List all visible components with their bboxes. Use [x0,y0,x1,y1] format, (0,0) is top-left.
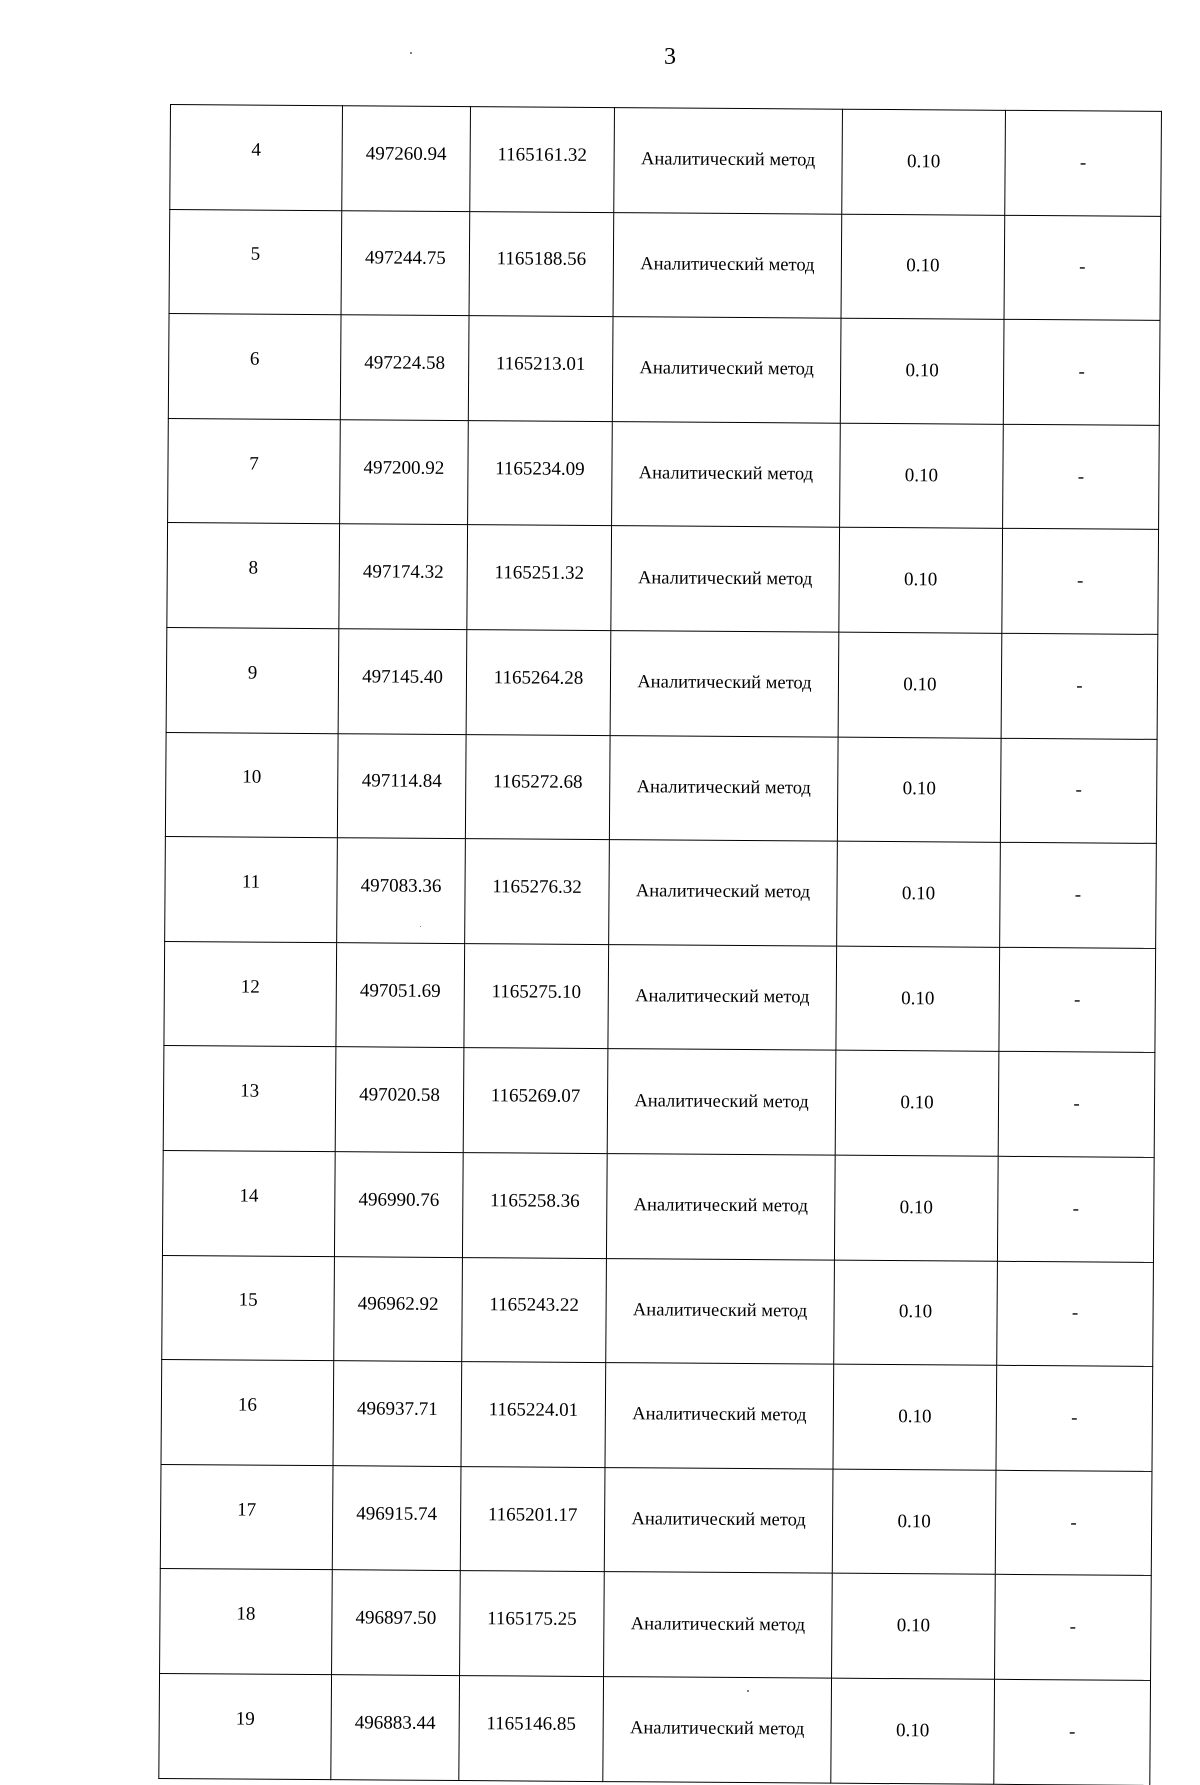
cell-note: - [995,1470,1152,1576]
cell-x-coordinate: 497083.36 [337,838,466,943]
table-row [168,314,1160,426]
cell-method: Аналитический метод [609,840,838,946]
cell-accuracy: 0.10 [831,1678,995,1784]
cell-method: Аналитический метод [611,526,840,632]
cell-accuracy: 0.10 [840,423,1004,529]
table-row [165,837,1157,949]
scan-speck [410,52,412,54]
cell-method: Аналитический метод [608,944,837,1050]
cell-method: Аналитический метод [612,421,841,527]
cell-x-coordinate: 497020.58 [335,1047,464,1152]
table-row [161,1360,1153,1472]
cell-accuracy: 0.10 [834,1155,998,1261]
cell-method: Аналитический метод [604,1572,833,1678]
cell-note: - [998,1052,1155,1158]
cell-x-coordinate: 496915.74 [332,1465,461,1570]
table-row [159,1673,1151,1785]
cell-note: - [1003,424,1160,530]
table-row [165,732,1157,844]
cell-point-number: 11 [165,837,338,943]
cell-y-coordinate: 1165272.68 [465,734,610,840]
cell-point-number: 16 [161,1360,334,1466]
cell-method: Аналитический метод [606,1154,835,1260]
cell-x-coordinate: 497224.58 [340,315,469,420]
cell-x-coordinate: 497244.75 [341,210,470,315]
cell-point-number: 6 [168,314,341,420]
scan-speck [420,926,421,927]
cell-x-coordinate: 496962.92 [334,1256,463,1361]
coordinates-table [158,104,1162,1785]
cell-y-coordinate: 1165234.09 [468,420,613,526]
cell-y-coordinate: 1165251.32 [467,525,612,631]
cell-point-number: 7 [168,418,341,524]
cell-point-number: 18 [160,1569,333,1675]
cell-note: - [997,1156,1154,1262]
table-row [168,418,1160,530]
cell-method: Аналитический метод [614,108,843,214]
cell-y-coordinate: 1165258.36 [462,1153,607,1259]
cell-accuracy: 0.10 [839,528,1003,634]
table-row [162,1255,1154,1367]
cell-note: - [1000,738,1157,844]
cell-accuracy: 0.10 [842,109,1006,215]
cell-y-coordinate: 1165276.32 [465,839,610,945]
cell-point-number: 19 [159,1673,332,1779]
cell-y-coordinate: 1165224.01 [461,1362,606,1468]
cell-x-coordinate: 496897.50 [332,1570,461,1675]
cell-y-coordinate: 1165188.56 [469,211,614,317]
cell-x-coordinate: 497145.40 [338,629,467,734]
cell-note: - [999,947,1156,1053]
cell-accuracy: 0.10 [838,632,1002,738]
cell-x-coordinate: 496883.44 [331,1675,460,1780]
cell-method: Аналитический метод [603,1676,832,1782]
cell-point-number: 5 [169,209,342,315]
cell-x-coordinate: 497114.84 [337,733,466,838]
cell-method: Аналитический метод [607,1049,836,1155]
coordinates-table-body [159,105,1162,1785]
cell-accuracy: 0.10 [836,946,1000,1052]
cell-y-coordinate: 1165269.07 [463,1048,608,1154]
cell-point-number: 14 [162,1150,335,1256]
cell-accuracy: 0.10 [832,1469,996,1575]
cell-x-coordinate: 497200.92 [340,419,469,524]
cell-accuracy: 0.10 [833,1364,997,1470]
cell-note: - [1002,529,1159,635]
table-row [166,627,1158,739]
cell-method: Аналитический метод [612,317,841,423]
cell-x-coordinate: 497051.69 [336,942,465,1047]
cell-y-coordinate: 1165175.25 [460,1571,605,1677]
table-row [167,523,1159,635]
page-number: 3 [664,44,676,70]
cell-x-coordinate: 497174.32 [339,524,468,629]
cell-accuracy: 0.10 [837,841,1001,947]
cell-y-coordinate: 1165201.17 [460,1466,605,1572]
cell-note: - [1001,633,1158,739]
cell-point-number: 13 [163,1046,336,1152]
cell-accuracy: 0.10 [835,1051,999,1157]
cell-note: - [1004,215,1161,321]
cell-method: Аналитический метод [606,1258,835,1364]
table-row [164,941,1156,1053]
cell-y-coordinate: 1165213.01 [468,316,613,422]
scan-speck [747,1690,749,1692]
cell-accuracy: 0.10 [837,737,1001,843]
cell-note: - [994,1679,1151,1785]
table-row [162,1150,1154,1262]
cell-accuracy: 0.10 [840,318,1004,424]
cell-note: - [1003,320,1160,426]
cell-point-number: 12 [164,941,337,1047]
cell-method: Аналитический метод [613,212,842,318]
cell-y-coordinate: 1165264.28 [466,630,611,736]
cell-accuracy: 0.10 [832,1573,996,1679]
table-row [160,1464,1152,1576]
cell-accuracy: 0.10 [834,1260,998,1366]
cell-method: Аналитический метод [604,1467,833,1573]
cell-x-coordinate: 496990.76 [334,1152,463,1257]
cell-point-number: 9 [166,627,339,733]
cell-accuracy: 0.10 [841,214,1005,320]
cell-point-number: 10 [165,732,338,838]
cell-y-coordinate: 1165161.32 [470,107,615,213]
cell-point-number: 4 [170,105,343,211]
cell-method: Аналитический метод [609,735,838,841]
table-row [170,105,1162,217]
table-row [160,1569,1152,1681]
cell-note: - [996,1365,1153,1471]
cell-point-number: 15 [162,1255,335,1361]
cell-method: Аналитический метод [610,631,839,737]
cell-x-coordinate: 497260.94 [342,106,471,211]
cell-note: - [1005,110,1162,216]
cell-note: - [995,1575,1152,1681]
table-row [169,209,1161,321]
cell-method: Аналитический метод [605,1363,834,1469]
cell-x-coordinate: 496937.71 [333,1361,462,1466]
cell-point-number: 17 [160,1464,333,1570]
cell-y-coordinate: 1165243.22 [462,1257,607,1363]
cell-point-number: 8 [167,523,340,629]
cell-note: - [997,1261,1154,1367]
table-row [163,1046,1155,1158]
cell-y-coordinate: 1165146.85 [459,1675,604,1781]
cell-note: - [1000,842,1157,948]
cell-y-coordinate: 1165275.10 [464,943,609,1049]
